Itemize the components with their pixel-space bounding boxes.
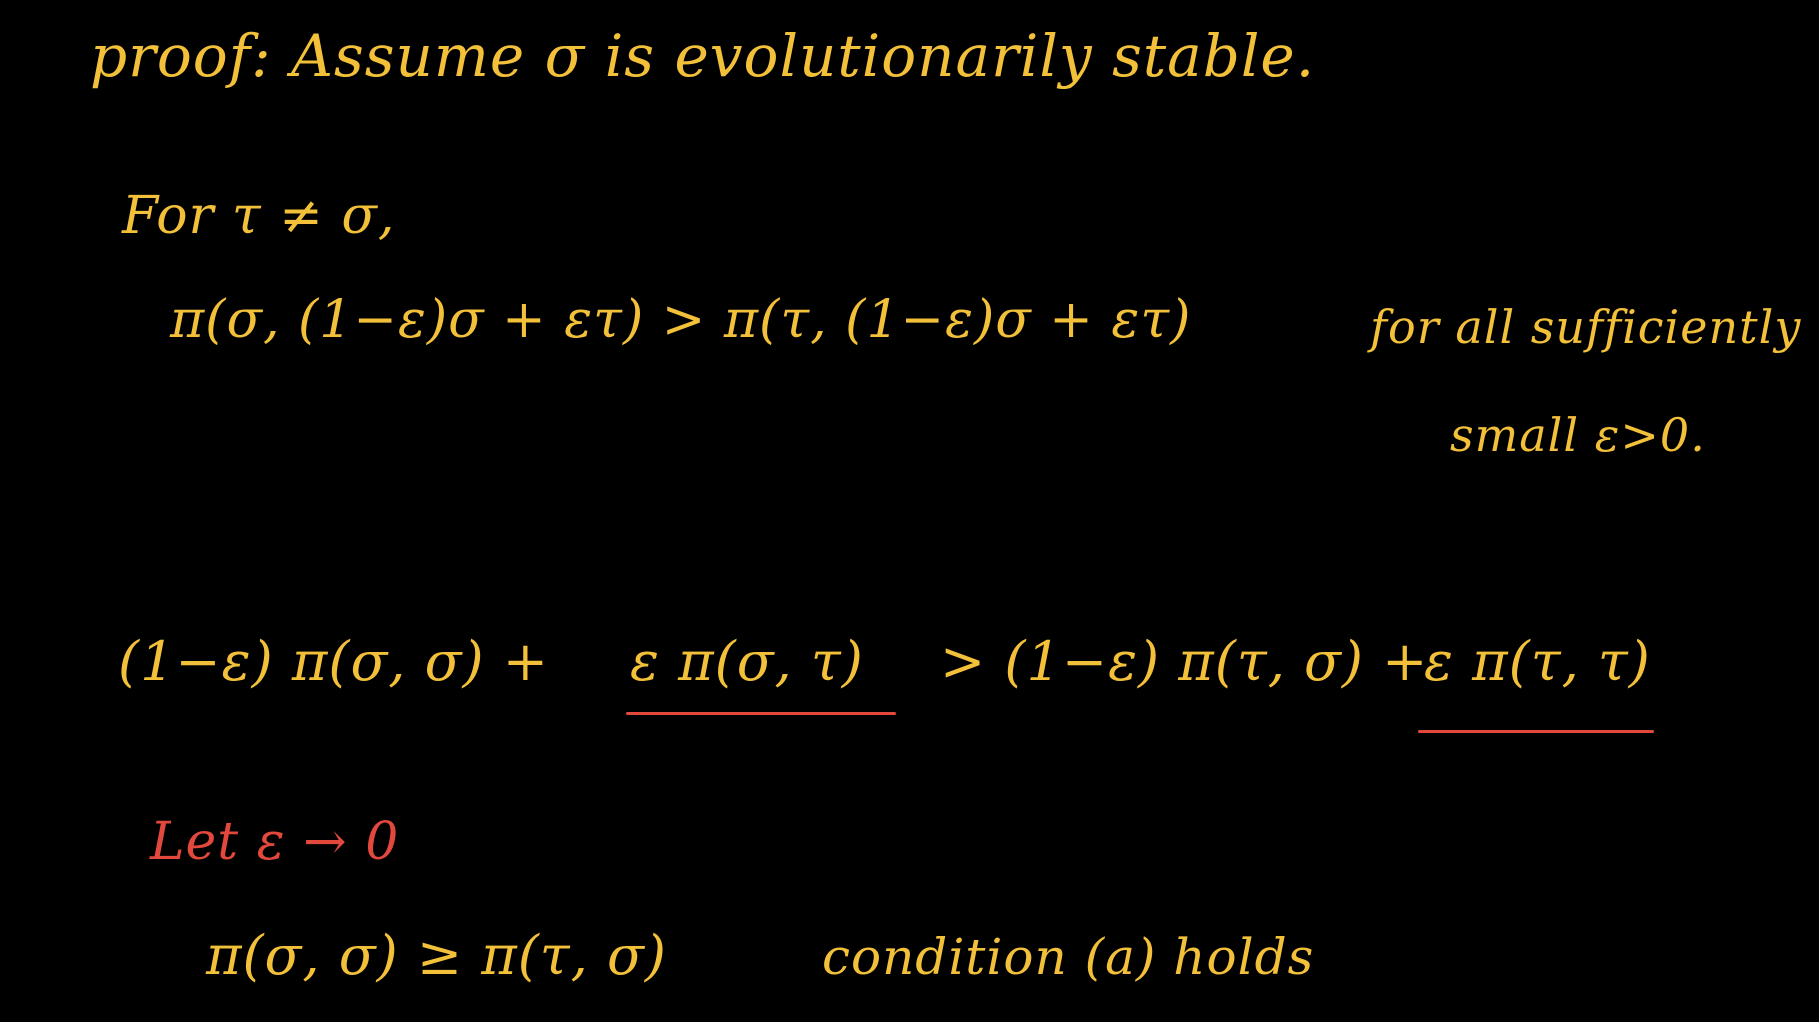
ess-note-line2: small ε>0. bbox=[1450, 408, 1706, 462]
conclusion-note: condition (a) holds bbox=[822, 928, 1315, 986]
rhs-red-underline bbox=[1418, 730, 1654, 733]
lhs-red-underline bbox=[626, 712, 896, 715]
ess-note-line1: for all sufficiently bbox=[1370, 300, 1802, 354]
expanded-lhs-part1: (1−ε) π(σ, σ) + bbox=[118, 630, 549, 693]
expanded-lhs-underlined-term: ε π(σ, τ) bbox=[630, 630, 864, 693]
conclusion-inequality: π(σ, σ) ≥ π(τ, σ) bbox=[206, 924, 667, 987]
expanded-middle: > (1−ε) π(τ, σ) + bbox=[940, 630, 1429, 693]
ess-inequality: π(σ, (1−ε)σ + ετ) > π(τ, (1−ε)σ + ετ) bbox=[170, 290, 1192, 350]
expanded-rhs-underlined-term: ε π(τ, τ) bbox=[1424, 630, 1651, 693]
limit-step-line: Let ε → 0 bbox=[150, 812, 400, 872]
for-tau-line: For τ ≠ σ, bbox=[122, 186, 396, 246]
proof-intro-line: proof: Assume σ is evolutionarily stable. bbox=[90, 22, 1316, 90]
